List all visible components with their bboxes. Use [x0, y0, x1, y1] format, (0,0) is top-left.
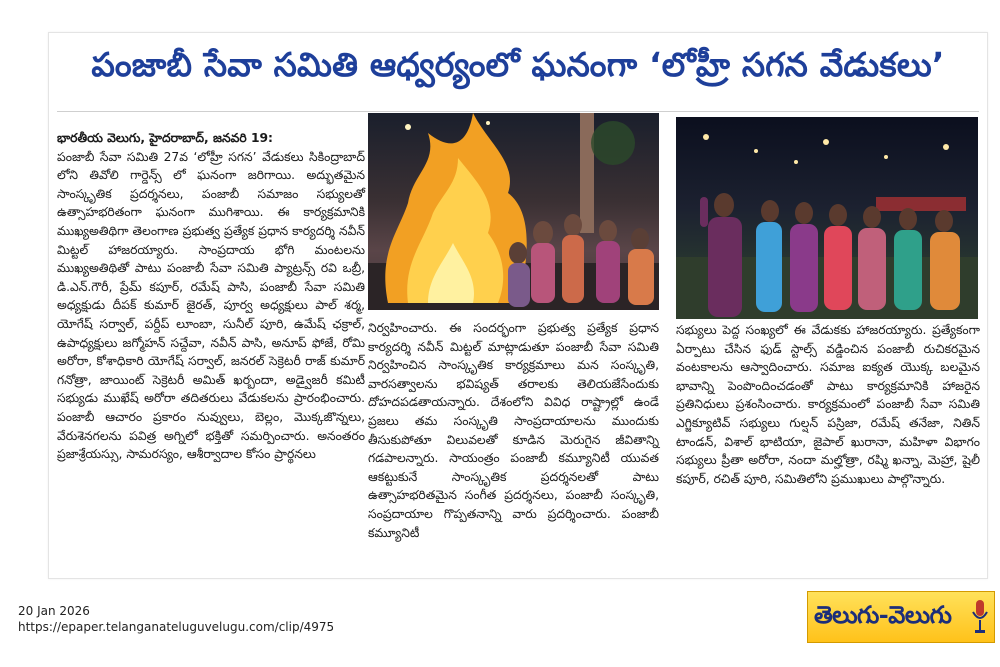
article-column-3 — [676, 321, 980, 488]
article-text-3: సభ్యులు పెద్ద సంఖ్యలో ఈ వేడుకకు హాజరయ్యారు. ప్రత్యేకంగా ఏర్పాటు చేసిన ఫుడ్ స్టాల్స్ వడ్డించిన పంజాబీ రుచికరమైన వంటకాలను ఆస్వాదించారు. సమాజ ఐక్యత యొక్క బలమైన భావాన్ని పెంపొందించడంతో పాటు కార్యక్రమానికి హాజరైన ప్రతినిధులు ప్రశంసించారు. కార్యక్రమంలో పంజాబీ సేవా సమితి ఎగ్జిక్యూటివ్ సభ్యులు గుల్షన్ పస్రిజా, రమేష్ తనేజా, నితిన్ టాండన్, విశాల్ భాటియా, జైపాల్ ఖురానా, మహిళా విభాగం సభ్యులు ప్రీతా అరోరా, నందా మల్హోత్రా, రష్మి ఖన్నా, మెహ్రా, షైలీ కపూర్, రచిత్ పూరి, సమితిలోని ప్రముఖులు పాల్గొన్నారు. — [676, 323, 980, 486]
dancing-women-photo — [676, 117, 978, 319]
clip-date: 20 Jan 2026 — [18, 604, 90, 618]
article-column-1 — [57, 129, 365, 464]
clip-url[interactable]: https://epaper.telanganateluguvelugu.com/clip/4975 — [18, 620, 335, 634]
bonfire-photo — [368, 113, 659, 310]
article-text-1: పంజాబీ సేవా సమితి 27వ ‘లోహ్రీ సగన’ వేడుకలు సికింద్రాబాద్ లోని తివోలి గార్డెన్స్ లో ఘనంగా జరిగాయి. అద్భుతమైన సాంస్కృతిక ప్రదర్శనలు, పంజాబీ సమాజం సభ్యులతో ఉత్సాహభరితంగా ఘనంగా ముగిశాయి. ఈ కార్యక్రమానికి ముఖ్యఅతిథిగా తెలంగాణ ప్రభుత్వ ప్రత్యేక ప్రధాన కార్యదర్శి నవీన్ మిట్టల్ హాజరయ్యారు. సాంప్రదాయ భోగి మంటలను ముఖ్యఅతిథితో పాటు పంజాబీ సేవా సమితి ప్యాట్రన్స్ రవి ఒబ్రీ, డి.ఎన్.గౌరీ, ప్రేమ్ కపూర్, రమేష్ పాసి, పంజాబీ సేవా సమితి అధ్యక్షుడు దీపక్ కుమార్ జైరత్, పూర్వ అధ్యక్షులు పాల్ శర్మ, యోగేష్ సర్వాల్, పర్దీప్ లూంబా, సునీల్ పూరి, ఉమేష్ ఛక్రాల్, ఉపాధ్యక్షులు జగ్మోహన్ సచ్దేవా, నవీన్ పాసి, అనూప్ ఫోజే, రోమి అరోరా, కోశాధికారి యోగేష్ సర్వాల్, జనరల్ సెక్రెటరీ రాజ్ కుమార్ గనోత్రా, జాయింట్ సెక్రెటరీ అమిత్ ఖర్బందా, అడ్వైజరీ కమిటీ సభ్యుడు ముఖేష్ అరోరా తదితరులు వేడుకలను ప్రారంభించారు. పంజాబీ ఆచారం ప్రకారం నువ్వులు, బెల్లం, మొక్కజొన్నలు, వేరుశెనగలను పవిత్ర అగ్నిలో భక్తితో సమర్పించారు. అనంతరం ప్రజాశ్రేయస్సు, సామరస్యం, ఆశీర్వాదాల కోసం ప్రార్థనలు — [57, 149, 365, 462]
news-clip — [48, 32, 988, 579]
article-column-2 — [368, 319, 659, 542]
microphone-icon — [970, 598, 990, 636]
telugu-velugu-logo — [807, 591, 995, 643]
article-text-2: నిర్వహించారు. ఈ సందర్భంగా ప్రభుత్వ ప్రత్యేక ప్రధాన కార్యదర్శి నవీన్ మిట్టల్ మాట్లాడుతూ పంజాబీ సేవా సమితి నిర్వహించిన సాంస్కృతిక కార్యక్రమాలు మన సంస్కృతి, వారసత్వాలను భవిష్యత్ తరాలకు తెలియజేసేందుకు దోహదపడతాయన్నారు. దేశంలోని వివిధ రాష్ట్రాల్లో ఉండే ప్రజలు తమ సంస్కృతి సాంప్రదాయాలను ముందుకు తీసుకుపోతూ విలువలతో కూడిన మెరుగైన జీవితాన్ని గడపాలన్నారు. సాయంత్రం పంజాబీ కమ్యూనిటీ యువత ఆకట్టుకునే సాంస్కృతిక ప్రదర్శనలతో పాటు ఉత్సాహభరితమైన సంగీత ప్రదర్శనలు, పంజాబీ సంస్కృతి, సంప్రదాయాల గొప్పతనాన్ని వారు ప్రదర్శించారు. పంజాబీ కమ్యూనిటీ — [368, 321, 659, 540]
headline-divider — [57, 111, 979, 112]
headline: పంజాబీ సేవా సమితి ఆధ్వర్యంలో ఘనంగా ‘లోహ్రీ సగన వేడుకలు’ — [91, 45, 945, 84]
logo-text: తెలుగు-వెలుగు — [814, 600, 952, 629]
dateline: భారతీయ వెలుగు, హైదరాబాద్, జనవరి 19: — [57, 131, 273, 145]
